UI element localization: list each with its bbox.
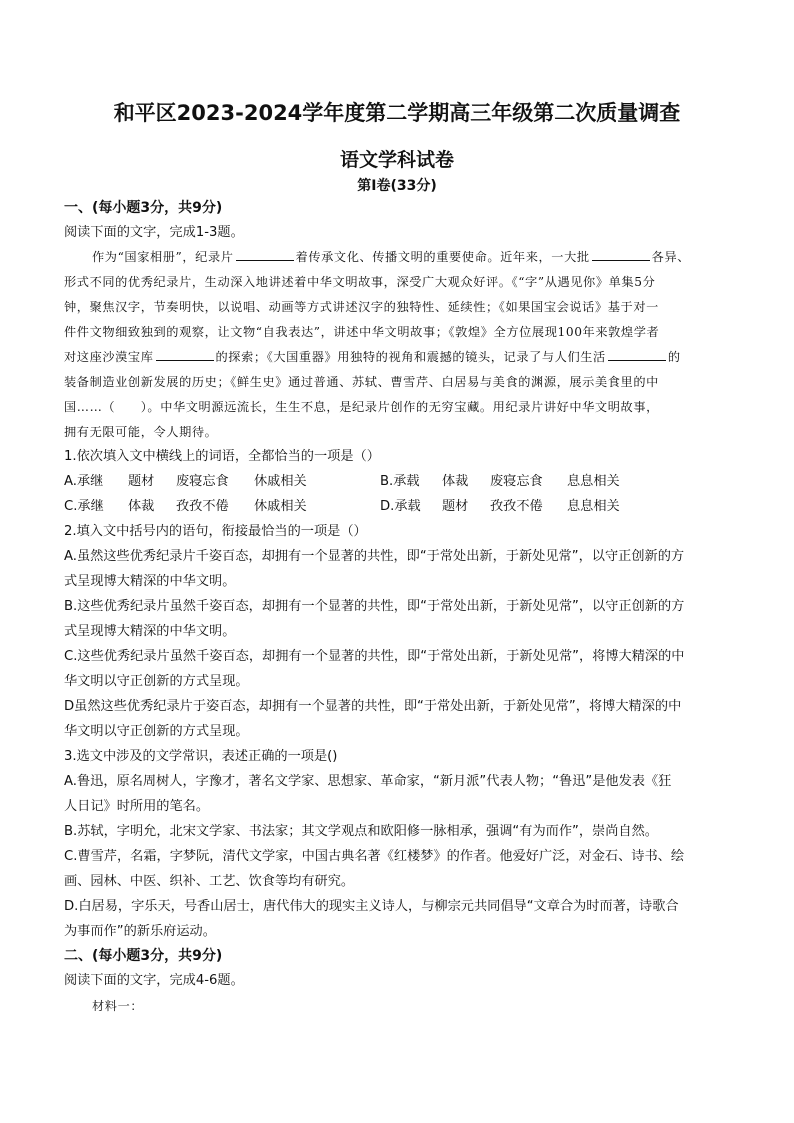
q1-option-b-word1: 体裁 bbox=[442, 474, 469, 489]
q1-option-c-word2: 孜孜不倦 bbox=[176, 499, 229, 514]
passage-line-6: 装备制造业创新发展的历史；《鲜生史》通过普通、苏轼、曹雪芹、白居易与美食的渊源，展示美食里的中 bbox=[64, 375, 659, 389]
q1-option-b-label: B.承载 bbox=[380, 474, 420, 489]
passage-text: 着传承文化、传播文明的重要使命。近年来，一大批 bbox=[295, 250, 590, 264]
q3-option-d-cont: 为事而作”的新乐府运动。 bbox=[64, 924, 216, 939]
passage-text: 各异、 bbox=[651, 250, 691, 264]
q1-option-b-word3: 息息相关 bbox=[567, 474, 620, 489]
q2-option-c: C.这些优秀纪录片虽然千姿百态，却拥有一个显著的共性，即“于常处出新，于新处见常”，将博大精深的中 bbox=[64, 649, 685, 664]
q3-option-c: C.曹雪芹，名霜，字梦阮，清代文学家，中国古典名著《红楼梦》的作者。他爱好广泛，对金石、诗书、绘 bbox=[64, 849, 685, 864]
q1-option-c-word3: 休戚相关 bbox=[254, 499, 307, 514]
q2-option-c-cont: 华文明以守正创新的方式呈现。 bbox=[64, 674, 249, 689]
q1-option-d-word3: 息息相关 bbox=[567, 499, 620, 514]
q3-option-c-cont: 画、园林、中医、织补、工艺、饮食等均有研究。 bbox=[64, 874, 355, 889]
passage-text: 的 bbox=[667, 350, 681, 364]
q1-option-d-word2: 孜孜不倦 bbox=[490, 499, 543, 514]
q3-option-a: A.鲁迅，原名周树人，字豫才，著名文学家、思想家、革命家，“新月派”代表人物；“鲁迅”是他发表《狂 bbox=[64, 774, 672, 789]
passage-text: 作为“国家相册”，纪录片 bbox=[92, 250, 234, 264]
passage-line-5 bbox=[64, 348, 681, 366]
q3-option-d: D.白居易，字乐天，号香山居士，唐代伟大的现实主义诗人，与柳宗元共同倡导“文章合为时而著，诗歌合 bbox=[64, 899, 679, 914]
passage-text: 的探索；《大国重器》用独特的视角和震撼的镜头，记录了与人们生活 bbox=[215, 350, 606, 364]
passage-line-2: 形式不同的优秀纪录片，生动深入地讲述着中华文明故事，深受广大观众好评。《“字”从遇见你》单集5分 bbox=[64, 275, 656, 289]
fill-blank bbox=[236, 248, 294, 261]
passage-line-7: 国……（ ）。中华文明源远流长，生生不息，是纪录片创作的无穷宝藏。用纪录片讲好中华文明故事， bbox=[64, 400, 659, 414]
q2-option-a: A.虽然这些优秀纪录片千姿百态，却拥有一个显著的共性，即“于常处出新，于新处见常”，以守正创新的方 bbox=[64, 549, 685, 564]
q2-option-d: D虽然这些优秀纪录片于姿百态，却拥有一个显著的共性，即“于常处出新，于新处见常”，将博大精深的中 bbox=[64, 699, 682, 714]
q1-option-d-word1: 题材 bbox=[442, 499, 469, 514]
fill-blank bbox=[608, 348, 666, 361]
q1-option-c-label: C.承继 bbox=[64, 499, 104, 514]
question-2-stem: 2.填入文中括号内的语句，衔接最恰当的一项是（） bbox=[64, 524, 367, 539]
q1-option-a-label: A.承继 bbox=[64, 474, 104, 489]
section-2-heading: 二、(每小题3分，共9分) bbox=[64, 948, 223, 964]
q3-option-b: B.苏轼，字明允，北宋文学家、书法家；其文学观点和欧阳修一脉相承，强调“有为而作”，崇尚自然。 bbox=[64, 824, 658, 839]
fill-blank bbox=[156, 348, 214, 361]
q2-option-d-cont: 华文明以守正创新的方式呈现。 bbox=[64, 724, 249, 739]
q1-option-b-word2: 废寝忘食 bbox=[490, 474, 543, 489]
q2-option-b: B.这些优秀纪录片虽然千姿百态，却拥有一个显著的共性，即“于常处出新，于新处见常”，以守正创新的方 bbox=[64, 599, 685, 614]
section-1-instruction: 阅读下面的文字，完成1-3题。 bbox=[64, 225, 244, 240]
section-1-heading: 一、(每小题3分，共9分) bbox=[64, 200, 223, 216]
q1-option-d-label: D.承载 bbox=[380, 499, 421, 514]
exam-subtitle: 语文学科试卷 bbox=[339, 149, 454, 171]
exam-title: 和平区2023-2024学年度第二学期高三年级第二次质量调查 bbox=[113, 101, 681, 125]
q1-option-a-word2: 废寝忘食 bbox=[176, 474, 229, 489]
question-1-stem: 1.依次填入文中横线上的词语，全都恰当的一项是（） bbox=[64, 449, 380, 464]
passage-text: 对这座沙漠宝库 bbox=[64, 350, 154, 364]
fill-blank bbox=[592, 248, 650, 261]
question-3-stem: 3.选文中涉及的文学常识，表述正确的一项是() bbox=[64, 749, 338, 764]
passage-line-1 bbox=[92, 248, 690, 266]
passage-line-4: 件件文物细致独到的观察，让文物“自我表达”，讲述中华文明故事；《敦煌》全方位展现100年来敦煌学者 bbox=[64, 325, 660, 339]
q1-option-a-word1: 题材 bbox=[128, 474, 155, 489]
q2-option-a-cont: 式呈现博大精深的中华文明。 bbox=[64, 574, 236, 589]
section-2-instruction: 阅读下面的文字，完成4-6题。 bbox=[64, 973, 244, 988]
passage-line-3: 钟，聚焦汉字，节奏明快，以说唱、动画等方式讲述汉字的独特性、延续性；《如果国宝会说话》基于对一 bbox=[64, 300, 659, 314]
material-1-label: 材料一： bbox=[92, 999, 144, 1013]
q1-option-a-word3: 休戚相关 bbox=[254, 474, 307, 489]
q3-option-a-cont: 人日记》时所用的笔名。 bbox=[64, 799, 210, 814]
q1-option-c-word1: 体裁 bbox=[128, 499, 155, 514]
q2-option-b-cont: 式呈现博大精深的中华文明。 bbox=[64, 624, 236, 639]
passage-line-8: 拥有无限可能，令人期待。 bbox=[64, 425, 218, 439]
volume-heading: 第Ⅰ卷(33分) bbox=[357, 178, 437, 194]
